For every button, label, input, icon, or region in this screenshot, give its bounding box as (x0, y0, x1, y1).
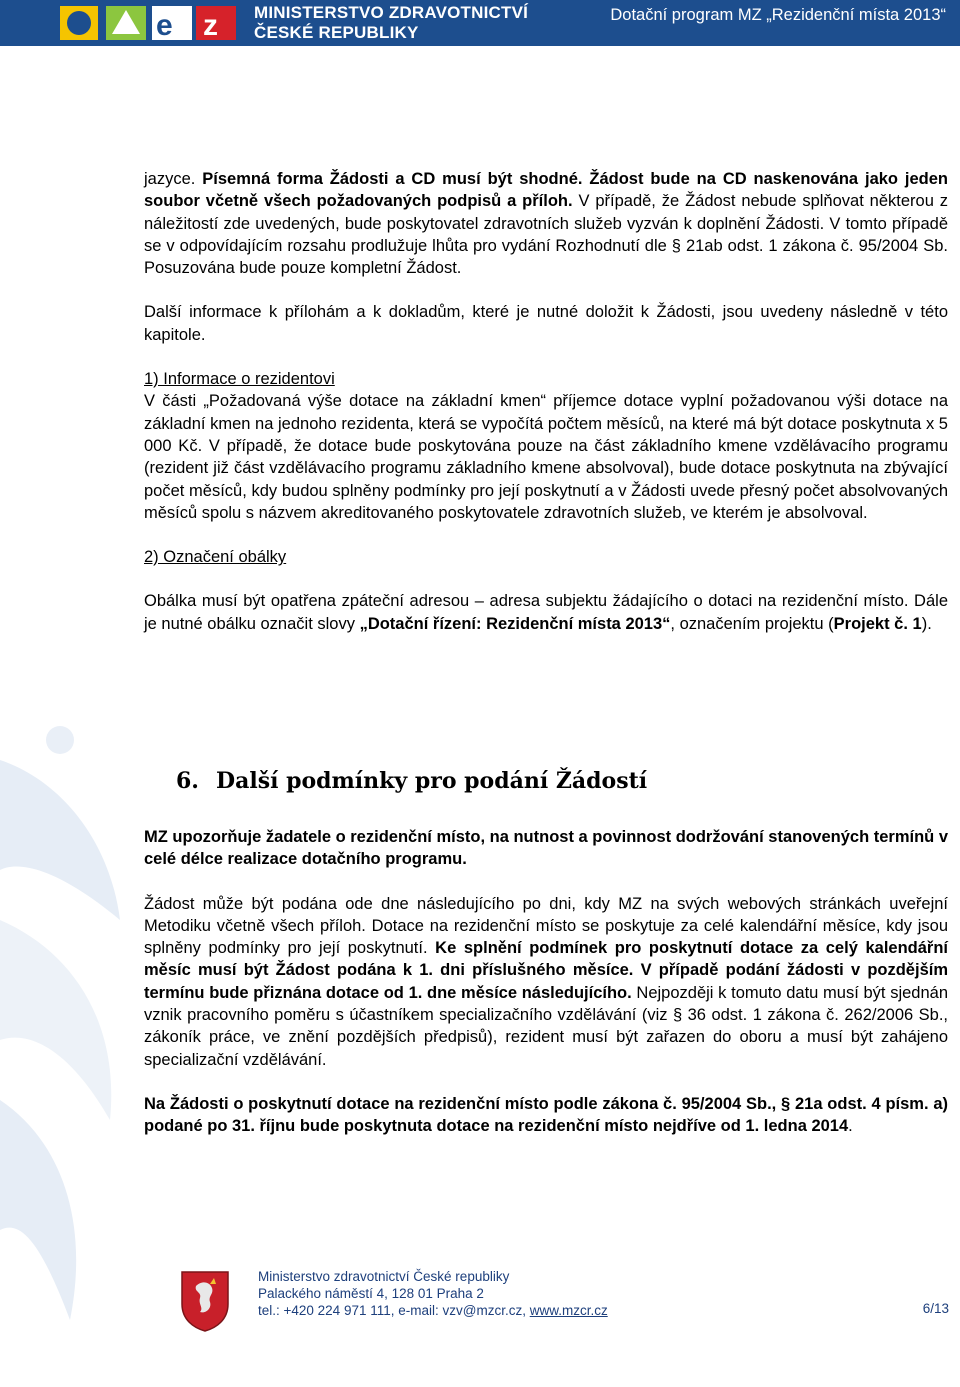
footer-line-2: Palackého náměstí 4, 128 01 Praha 2 (258, 1286, 484, 1301)
paragraph-deadline (144, 1093, 948, 1138)
paragraph-submission (144, 893, 948, 1071)
footer-contact (258, 1268, 608, 1319)
paragraph-cd-form (144, 168, 948, 279)
page-header (0, 0, 960, 46)
section-heading-6 (176, 768, 647, 794)
decorative-swoosh-icon (0, 720, 150, 1380)
text-run: . (848, 1117, 853, 1136)
text-run-bold: Na Žádosti o poskytnutí dotace na rezidenční místo podle zákona č. 95/2004 Sb., § 21a odst. 4 písm. a) podané po 31. říjnu bude poskytnuta dotace na rezidenční místo nejdříve od 1. ledna 2014 (144, 1094, 948, 1136)
paragraph-more-info: Další informace k přílohám a k dokladům, které je nutné doložit k Žádosti, jsou uvedeny následně v této kapitole. (144, 303, 948, 344)
coat-of-arms-icon (180, 1270, 230, 1332)
section-2-title: 2) Označení obálky (144, 548, 287, 567)
text-run: Obálka musí být opatřena zpáteční adresou – adresa subjektu žádajícího o dotaci na rezidenční místo. Dále je nutné obálku označit slovy (144, 592, 948, 633)
ministry-line-2: ČESKÉ REPUBLIKY (254, 23, 419, 42)
svg-text:e: e (156, 9, 173, 42)
text-run: Žádost může být podána ode dne následujícího po dni, kdy MZ na svých webových stránkách uveřejní Metodiku včetně všech příloh. Dotace na rezidenční místo se poskytuje za celé kalendářní měsíce, kdy jsou splněny podmínky pro její poskytnutí. (144, 894, 948, 958)
text-run: Nejpozději k tomuto datu musí být sjednán vznik pracovního poměru s účastníkem specializačního vzdělávání (viz § 36 odst. 1 zákona č. 262/2006 Sb., zákoník práce, ve znění pozdějších předpisů), rezident musí být zařazen do oboru a musí být zahájeno specializační vzdělávání. (144, 983, 948, 1069)
footer-contacts: tel.: +420 224 971 111, e-mail: vzv@mzcr.cz, (258, 1303, 530, 1318)
section-1-text: V části „Požadovaná výše dotace na základní kmen“ příjemce dotace vyplní požadovanou výši dotace na základní kmen na jednoho rezidenta, která se vypočítá počtem měsíců, na které má být dotace poskytnuta x 5 000 Kč. V případě, že dotace bude poskytována pouze na část základního kmene vzdělávacího programu (rezident již část vzdělávacího programu základního kmene absolvoval), bude dotace poskytnuta na zbývající počet měsíců, kdy budou splněny podmínky pro její poskytnutí a v Žádosti uvede přesný počet absolvovaných měsíců spolu s názvem akreditovaného poskytovatele zdravotních služeb, ve kterém je absolvoval. (144, 392, 948, 522)
text-run: , označením projektu ( (670, 614, 834, 633)
ministry-line-1: MINISTERSTVO ZDRAVOTNICTVÍ (254, 3, 529, 22)
heading-number: 6. (176, 768, 199, 794)
text-run-bold: Projekt č. 1 (833, 614, 922, 633)
eu-logos-icon (60, 4, 238, 42)
program-title: Dotační program MZ „Rezidenční místa 2013“ (610, 6, 946, 24)
document-body-continued (144, 826, 948, 1138)
text-run: ). (921, 614, 932, 633)
text-run: jazyce. (144, 170, 203, 188)
website-link[interactable]: www.mzcr.cz (529, 1303, 608, 1318)
section-2-text (144, 590, 948, 635)
paragraph-warning: MZ upozorňuje žadatele o rezidenční místo, na nutnost a povinnost dodržování stanovených termínů v celé délce realizace dotačního programu. (144, 828, 949, 869)
heading-text: Další podmínky pro podání Žádostí (216, 768, 648, 794)
text-run-bold: Písemná forma Žádosti a CD musí být shodné. Žádost bude na CD naskenována jako jeden soubor včetně všech požadovaných podpisů a příloh. (144, 170, 949, 211)
section-1-title: 1) Informace o rezidentovi (144, 370, 335, 389)
page-number: 6/13 (922, 1301, 949, 1316)
text-run: V případě, že Žádost nebude splňovat některou z náležitostí zde uvedených, bude poskytovatel zdravotních služeb vyzván k doplnění Žádosti. V tomto případě se v odpovídajícím rozsahu prodlužuje lhůta pro vydání Rozhodnutí dle § 21ab odst. 1 zákona č. 95/2004 Sb. Posuzována bude pouze kompletní Žádost. (144, 192, 948, 278)
text-run-bold: „Dotační řízení: Rezidenční místa 2013“ (359, 614, 671, 633)
footer-line-3 (258, 1302, 608, 1319)
footer-line-1: Ministerstvo zdravotnictví České republiky (258, 1269, 510, 1284)
ministry-name (254, 3, 528, 43)
svg-text:z: z (203, 9, 218, 42)
document-body (144, 168, 948, 635)
text-run-bold: Ke splnění podmínek pro poskytnutí dotace za celý kalendářní měsíc musí být Žádost podána k 1. dni příslušného měsíce. V případě podání žádosti v pozdějším termínu bude přiznána dotace od 1. dne měsíce následujícího. (144, 939, 949, 1002)
